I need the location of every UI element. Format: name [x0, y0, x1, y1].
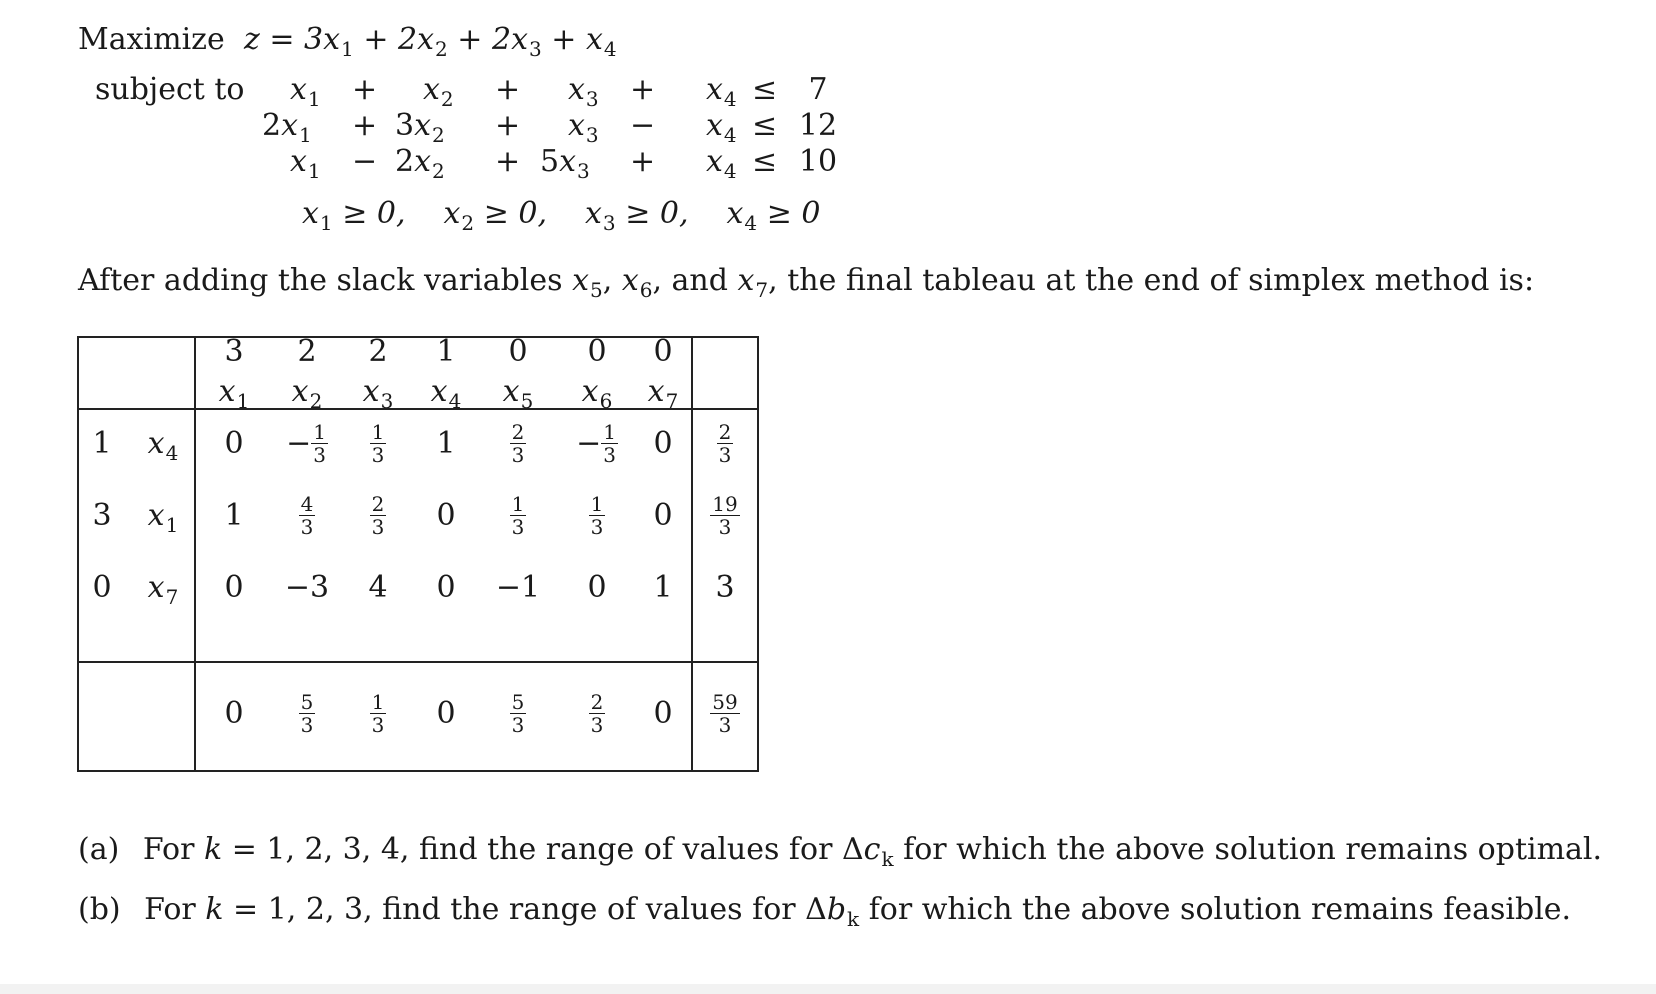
objective-value [695, 688, 755, 738]
operator-sign: − [352, 144, 378, 179]
fraction-numerator: 59 [712, 689, 738, 714]
question-b [78, 892, 1571, 931]
plus-sign: + [447, 22, 492, 57]
operator-sign: + [495, 144, 521, 179]
variable-subscript: 7 [165, 585, 179, 609]
fraction-numerator: 5 [511, 689, 525, 714]
cost-coefficient: 1 [436, 334, 456, 369]
fraction-denominator: 3 [718, 712, 732, 737]
variable: $x_1$ [281, 108, 312, 147]
variable-subscript: 4 [603, 37, 617, 61]
operator-sign: + [630, 72, 656, 107]
table-border-left [77, 336, 79, 772]
minus-sign: − [576, 425, 602, 461]
variable-subscript: 6 [599, 389, 613, 413]
column-variable: $x_6$ [581, 374, 613, 413]
fraction-denominator: 3 [313, 442, 326, 467]
tableau-cell: 0 [653, 497, 673, 533]
variable-subscript: 4 [723, 123, 737, 147]
operator-sign: + [495, 72, 521, 107]
plus-sign: + [541, 22, 586, 57]
index-k: k [205, 892, 224, 927]
variable-subscript: 1 [319, 211, 333, 235]
fraction-numerator: 2 [371, 491, 385, 516]
fraction [370, 689, 387, 737]
variable-subscript: 3 [577, 159, 590, 183]
basis-variable: $x_4$ [147, 426, 179, 465]
fraction [299, 689, 316, 737]
basis-variable: $x_7$ [147, 570, 179, 609]
table-border-right [757, 336, 759, 772]
variable: $x_1$ [302, 196, 333, 235]
variable-subscript: 2 [432, 123, 445, 147]
subject-to-label: subject to [95, 72, 245, 107]
fraction-denominator: 3 [300, 514, 314, 539]
fraction-denominator: 3 [371, 514, 385, 539]
tableau-cell [342, 490, 414, 540]
fraction [717, 419, 734, 467]
reduced-cost: 0 [436, 695, 456, 731]
fraction-numerator: 1 [371, 689, 385, 714]
reduced-cost [482, 688, 554, 738]
variable: $x_2$ [423, 72, 454, 111]
basis-variable: $x_1$ [147, 498, 179, 537]
tableau-cell: 0 [587, 569, 607, 605]
reduced-cost: 0 [653, 695, 673, 731]
fraction-denominator: 3 [718, 442, 732, 467]
cost-coefficient: 0 [653, 334, 673, 369]
reduced-cost [342, 688, 414, 738]
delta-symbol: $c_k$ [863, 832, 894, 871]
coefficient: 2 [398, 22, 418, 57]
variable-subscript: 2 [309, 389, 323, 413]
variable-subscript: 1 [307, 159, 321, 183]
variable: $x_2$ [414, 144, 445, 183]
fraction-numerator: 2 [511, 419, 525, 444]
tableau-cell: 0 [224, 425, 244, 461]
fraction-denominator: 3 [590, 514, 604, 539]
fraction [311, 419, 328, 467]
variable-subscript: 4 [723, 159, 737, 183]
variable: $x_4$ [706, 108, 737, 147]
fraction [510, 491, 527, 539]
constraint-term [395, 108, 445, 147]
fraction [601, 419, 618, 467]
variable-subscript: 1 [299, 123, 312, 147]
index-k: k [203, 832, 223, 867]
variable-subscript: 4 [744, 211, 758, 235]
nonneg-condition: $x_3 \ge 0$, [585, 196, 689, 235]
cost-coefficient: 2 [297, 334, 317, 369]
constraint-term [423, 72, 454, 111]
fraction-denominator: 3 [511, 514, 525, 539]
constraint-term [395, 144, 445, 183]
relation: ≤ [752, 72, 778, 107]
constraint-term [540, 144, 590, 183]
rhs-value: 3 [715, 569, 735, 605]
objective-lhs: z [244, 22, 260, 57]
plus-sign: + [353, 22, 398, 57]
nonneg-condition: $x_2 \ge 0$, [443, 196, 547, 235]
relation: ≤ [752, 108, 778, 143]
tableau-cell: 0 [436, 569, 456, 605]
nonneg-condition: $x_4 \ge 0$ [726, 196, 821, 235]
tableau-cell: 4 [368, 569, 388, 605]
constraint-term [262, 108, 312, 147]
fraction [370, 419, 387, 467]
slack-x7: $x_7$ [737, 263, 769, 302]
cost-coefficient: 0 [508, 334, 528, 369]
operator-sign: − [630, 108, 656, 143]
constraint-term [568, 72, 599, 111]
variable-subscript: 4 [448, 389, 462, 413]
variable-subscript: 4 [165, 441, 179, 465]
fraction [510, 419, 527, 467]
operator-sign: + [630, 144, 656, 179]
constraint-term [706, 72, 737, 111]
fraction-denominator: 3 [511, 712, 525, 737]
question-label: (b) [78, 892, 121, 927]
page-bottom-edge [0, 984, 1656, 994]
constraint-term [290, 72, 321, 111]
question-a [78, 832, 1602, 871]
objective-function: $z = 3x_1 + 2x_2 + 2x_3 + x_4$ [244, 22, 617, 61]
fraction [299, 491, 316, 539]
fraction [710, 689, 739, 737]
operator-sign: + [352, 108, 378, 143]
cost-coefficient: 0 [587, 334, 607, 369]
variable: $x_2$ [414, 108, 445, 147]
basis-cost: 1 [92, 426, 112, 461]
table-divider-footer [77, 661, 758, 663]
variable: $x_4$ [726, 196, 758, 235]
variable-subscript: 4 [723, 87, 737, 111]
fraction-denominator: 3 [718, 514, 732, 539]
variable-subscript: 1 [165, 513, 179, 537]
tableau-cell: 1 [653, 569, 673, 605]
tableau-cell: 1 [224, 497, 244, 533]
coefficient: 2 [262, 108, 282, 143]
variable-subscript: 3 [585, 123, 599, 147]
table-divider-basis [194, 336, 196, 772]
fraction-denominator: 3 [511, 442, 525, 467]
fraction-denominator: 3 [603, 442, 616, 467]
constraint-term [706, 144, 737, 183]
delta-subscript: k [847, 907, 860, 931]
objective-variable: $x_1$ [323, 22, 354, 61]
relation: ≤ [752, 144, 778, 179]
fraction-numerator: 1 [603, 419, 616, 444]
variable: $x_1$ [290, 72, 321, 111]
fraction-denominator: 3 [371, 712, 385, 737]
variable-subscript: 3 [380, 389, 394, 413]
constraint-rhs: 7 [808, 72, 828, 107]
tableau-cell: 0 [224, 569, 244, 605]
tableau-cell: −1 [495, 569, 541, 605]
variable-subscript: 5 [520, 389, 534, 413]
column-variable: $x_7$ [647, 374, 679, 413]
column-variable: $x_4$ [430, 374, 462, 413]
slack-x5: $x_5$ [572, 263, 603, 302]
reduced-cost [271, 688, 343, 738]
column-variable: $x_5$ [502, 374, 534, 413]
tableau-cell: 1 [436, 425, 456, 461]
coefficient: 2 [395, 144, 415, 179]
fraction-numerator: 1 [313, 419, 326, 444]
rhs-value [695, 490, 755, 540]
cost-coefficient: 2 [368, 334, 388, 369]
column-variable: $x_2$ [291, 374, 323, 413]
coefficient: 5 [540, 144, 560, 179]
variable-subscript: 7 [665, 389, 679, 413]
constraint-term [568, 108, 599, 147]
variable: $x_3$ [559, 144, 590, 183]
fraction-numerator: 5 [300, 689, 314, 714]
maximize-label: Maximize [78, 22, 225, 57]
minus-sign: − [286, 425, 312, 461]
column-variable: $x_3$ [362, 374, 394, 413]
fraction [589, 689, 606, 737]
tableau-cell [561, 490, 633, 540]
slack-x6: $x_6$ [621, 263, 653, 302]
fraction [710, 491, 739, 539]
constraint-term [706, 108, 737, 147]
variable: $x_3$ [568, 108, 599, 147]
variable: $x_3$ [585, 196, 616, 235]
fraction [589, 491, 606, 539]
delta-subscript: k [881, 847, 894, 871]
variable: $x_4$ [706, 72, 737, 111]
variable: $x_3$ [568, 72, 599, 111]
tableau-cell: 0 [653, 425, 673, 461]
tableau-cell: 0 [436, 497, 456, 533]
variable-subscript: 2 [461, 211, 475, 235]
rhs-value [695, 418, 755, 468]
variable-subscript: 1 [307, 87, 321, 111]
fraction-numerator: 4 [300, 491, 314, 516]
nonneg-condition: $x_1 \ge 0$, [302, 196, 406, 235]
fraction-numerator: 19 [712, 491, 738, 516]
question-text: For k = 1, 2, 3, 4, find the range of values for $\Delta c_k$ for which the above solution remains optimal. [142, 832, 1603, 871]
question-text: For k = 1, 2, 3, find the range of values for $\Delta b_k$ for which the above solution remains feasible. [144, 892, 1572, 931]
coefficient: 2 [491, 22, 512, 57]
objective-variable: $x_2$ [417, 22, 448, 61]
fraction-numerator: 1 [590, 491, 604, 516]
question-label: (a) [78, 832, 120, 867]
variable-subscript: 3 [602, 211, 616, 235]
variable-subscript: 3 [528, 37, 542, 61]
fraction-numerator: 1 [511, 491, 525, 516]
operator-sign: + [495, 108, 521, 143]
variable: $x_1$ [290, 144, 321, 183]
coefficient: 3 [395, 108, 415, 143]
basis-cost: 0 [92, 570, 112, 605]
intro-sentence: After adding the slack variables $x_5$, $x_6$, and $x_7$, the final tableau at the end of simplex method is: [78, 263, 1535, 302]
objective-variable: $x_3$ [511, 22, 542, 61]
variable-subscript: 2 [440, 87, 454, 111]
reduced-cost: 0 [224, 695, 244, 731]
variable: $x_4$ [706, 144, 737, 183]
basis-cost: 3 [92, 498, 112, 533]
constraint-rhs: 12 [798, 108, 838, 143]
variable-subscript: 2 [432, 159, 445, 183]
fraction-denominator: 3 [300, 712, 314, 737]
objective-variable: $x_4$ [585, 22, 617, 61]
coefficient: 3 [304, 22, 324, 57]
column-variable: $x_1$ [218, 374, 250, 413]
tableau-cell [482, 490, 554, 540]
tableau-cell [561, 418, 633, 468]
fraction-denominator: 3 [590, 712, 604, 737]
constraint-rhs: 10 [798, 144, 838, 179]
fraction [370, 491, 387, 539]
fraction [510, 689, 527, 737]
fraction-denominator: 3 [371, 442, 385, 467]
nonnegativity-constraints [302, 196, 858, 235]
operator-sign: + [352, 72, 378, 107]
fraction-numerator: 1 [371, 419, 385, 444]
reduced-cost [561, 688, 633, 738]
variable-subscript: 1 [341, 37, 354, 61]
tableau-cell [482, 418, 554, 468]
variable: $x_2$ [443, 196, 475, 235]
tableau-cell [342, 418, 414, 468]
cost-coefficient: 3 [224, 334, 244, 369]
variable-subscript: 2 [435, 37, 448, 61]
tableau-cell: −3 [284, 569, 330, 605]
tableau-cell [271, 418, 343, 468]
fraction-numerator: 2 [590, 689, 604, 714]
table-border-bottom [77, 770, 758, 772]
variable-subscript: 1 [236, 389, 250, 413]
fraction-numerator: 2 [718, 419, 732, 444]
variable-subscript: 3 [585, 87, 599, 111]
tableau-cell [271, 490, 343, 540]
constraint-term [290, 144, 321, 183]
delta-symbol: $b_k$ [826, 892, 860, 931]
